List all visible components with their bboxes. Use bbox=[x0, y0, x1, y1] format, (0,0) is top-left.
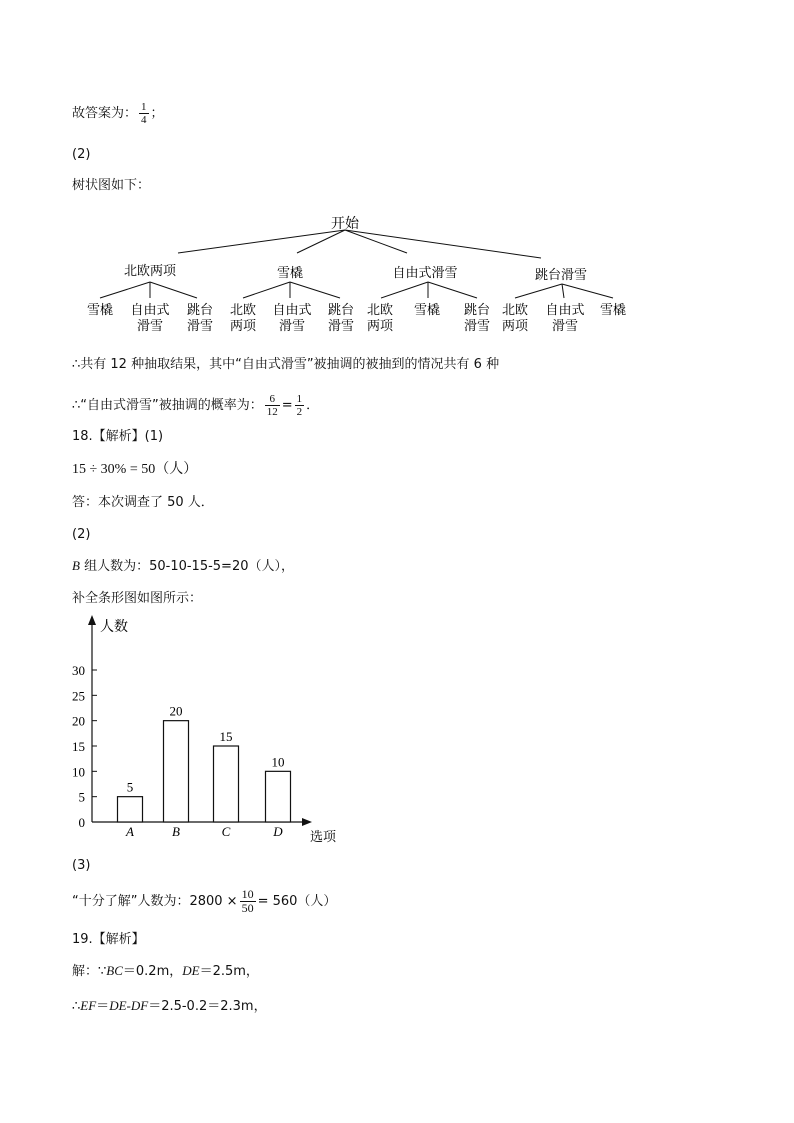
bar-B bbox=[164, 721, 189, 822]
tree-branch-1: 北欧两项 bbox=[123, 264, 177, 279]
probability-equals: = bbox=[281, 398, 293, 413]
data-label-B: 20 bbox=[169, 703, 183, 719]
y-tick-label: 20 bbox=[72, 713, 85, 729]
q18-answer: 答：本次调查了 50 人． bbox=[72, 495, 214, 510]
part-2-label: (2) bbox=[72, 147, 91, 162]
category-label-A: A bbox=[126, 824, 134, 839]
tree-leaves bbox=[87, 302, 626, 334]
know-well-fraction bbox=[240, 888, 256, 915]
tree-leaf: 北欧两项 bbox=[366, 303, 394, 334]
bar-C bbox=[214, 746, 239, 822]
category-label-C: C bbox=[221, 824, 231, 839]
tree-leaf: 跳台滑雪 bbox=[463, 303, 491, 334]
probability-denominator-2: 2 bbox=[296, 406, 303, 418]
q19-line-2-text-e: ＝2.5-0.2＝2.3m， bbox=[148, 999, 267, 1014]
q18-heading: 18.【解析】(1) bbox=[72, 429, 164, 444]
tree-leaf: 雪橇 bbox=[86, 303, 114, 318]
q18-part-2-label: (2) bbox=[72, 527, 91, 542]
tree-diagram bbox=[0, 205, 794, 340]
q19-var-bc: BC bbox=[106, 963, 123, 978]
tree-leaf: 雪橇 bbox=[599, 303, 627, 318]
bar-chart bbox=[60, 612, 360, 847]
tree-root: 开始 bbox=[331, 216, 359, 232]
group-b-text: 组人数为：50-10-15-5=20（人）， bbox=[79, 559, 294, 574]
q18-calculation: 15 ÷ 30% = 50（人） bbox=[72, 462, 198, 477]
know-well-numerator: 10 bbox=[241, 887, 254, 901]
q19-var-de-df: DE-DF bbox=[109, 998, 149, 1013]
data-label-D: 10 bbox=[271, 754, 285, 770]
chart-marks bbox=[72, 663, 291, 839]
y-axis-label: 人数 bbox=[100, 619, 128, 635]
q18-part-3-label: (3) bbox=[72, 858, 91, 873]
bar-D bbox=[266, 771, 291, 822]
know-well-suffix: = 560（人） bbox=[257, 894, 337, 909]
q19-line-2 bbox=[72, 997, 267, 1016]
y-tick-label: 0 bbox=[78, 815, 85, 830]
y-tick-label: 25 bbox=[72, 688, 85, 704]
category-label-B: B bbox=[172, 824, 180, 839]
y-tick-label: 30 bbox=[72, 663, 85, 678]
answer-fraction bbox=[139, 101, 149, 126]
q19-line-1-text-c: ＝0.2m， bbox=[122, 964, 183, 979]
tree-intro: 树状图如下： bbox=[72, 178, 151, 193]
tree-leaf: 北欧两项 bbox=[229, 303, 257, 334]
probability-suffix: ． bbox=[306, 398, 320, 413]
x-axis-arrow bbox=[302, 818, 312, 826]
probability-prefix: ∴“自由式滑雪”被抽调的概率为： bbox=[72, 398, 263, 413]
q19-line-1 bbox=[72, 962, 259, 981]
q19-var-de: DE bbox=[182, 963, 200, 978]
y-axis-arrow bbox=[88, 615, 96, 625]
answer-numerator: 1 bbox=[141, 101, 147, 113]
answer-denominator: 4 bbox=[141, 114, 147, 126]
probability-numerator-1: 6 bbox=[265, 393, 280, 406]
tree-leaf: 自由式滑雪 bbox=[545, 303, 585, 334]
tree-leaf: 雪橇 bbox=[413, 303, 441, 318]
probability-line bbox=[72, 393, 319, 418]
data-label-A: 5 bbox=[126, 779, 134, 795]
tree-leaf: 自由式滑雪 bbox=[272, 303, 312, 334]
q19-line-2-text-c: ＝ bbox=[96, 999, 110, 1014]
tree-branch-2: 雪橇 bbox=[276, 266, 304, 281]
data-label-C: 15 bbox=[219, 729, 233, 744]
y-tick-label: 10 bbox=[72, 764, 85, 780]
q19-line-2-text-a: ∴ bbox=[72, 999, 81, 1014]
know-well-denominator: 50 bbox=[241, 901, 254, 915]
tree-leaf: 跳台滑雪 bbox=[186, 303, 214, 334]
x-axis-label: 选项 bbox=[310, 830, 337, 845]
probability-fraction-1 bbox=[265, 393, 280, 418]
probability-denominator-1: 12 bbox=[266, 406, 278, 418]
know-well-prefix: “十分了解”人数为：2800 × bbox=[72, 894, 238, 909]
answer-line bbox=[72, 101, 164, 126]
tree-branch-3: 自由式滑雪 bbox=[392, 266, 458, 281]
probability-fraction-2 bbox=[295, 393, 305, 418]
probability-numerator-2: 1 bbox=[296, 393, 303, 405]
q19-line-1-text-a: 解：∵ bbox=[72, 964, 107, 979]
bar-A bbox=[118, 797, 143, 822]
outcomes-line: ∴共有 12 种抽取结果，其中“自由式滑雪”被抽调的被抽到的情况共有 6 种 bbox=[72, 357, 500, 372]
tree-leaf: 自由式滑雪 bbox=[130, 303, 170, 334]
group-b-variable: B bbox=[72, 558, 80, 573]
tree-leaf: 跳台滑雪 bbox=[327, 303, 355, 334]
tree-leaf: 北欧两项 bbox=[501, 303, 529, 334]
tree-connectors bbox=[100, 230, 613, 298]
chart-intro: 补全条形图如图所示： bbox=[72, 591, 203, 606]
answer-suffix: ； bbox=[150, 106, 164, 121]
know-well-line bbox=[72, 888, 336, 915]
category-label-D: D bbox=[273, 824, 283, 839]
y-tick-label: 15 bbox=[72, 739, 85, 754]
q19-line-1-text-e: ＝2.5m， bbox=[199, 964, 259, 979]
tree-branch-4: 跳台滑雪 bbox=[534, 268, 588, 283]
q19-heading: 19.【解析】 bbox=[72, 932, 145, 947]
answer-prefix: 故答案为： bbox=[72, 106, 138, 121]
group-b-line bbox=[72, 557, 294, 576]
q19-var-ef: EF bbox=[80, 998, 97, 1013]
y-tick-label: 5 bbox=[78, 789, 85, 805]
